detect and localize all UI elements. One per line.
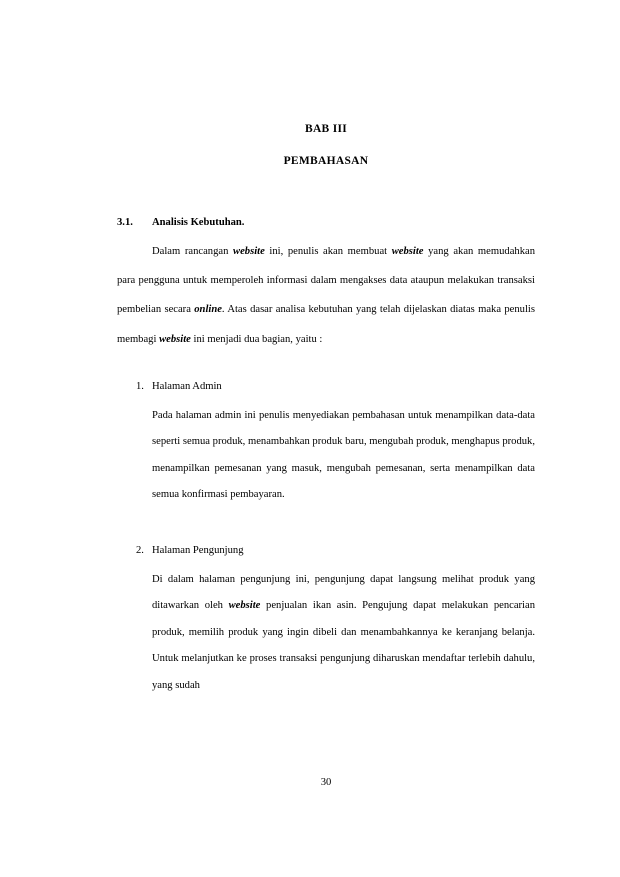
intro-emphasis: website (159, 333, 191, 345)
list-item-text: Di dalam halaman pengunjung ini, pengunjung dapat langsung melihat produk yang ditawarkan oleh (152, 574, 535, 612)
intro-emphasis: website (233, 246, 265, 257)
intro-paragraph (117, 237, 535, 354)
list-item-body (152, 567, 535, 699)
list-item-emphasis: website (228, 600, 261, 612)
intro-emphasis: website (391, 246, 424, 257)
list-item-number: 1. (136, 381, 144, 392)
page-number: 30 (320, 777, 332, 788)
list-item-title: Halaman Pengunjung (152, 545, 244, 556)
intro-text: . Atas dasar analisa kebutuhan yang telah dijelaskan diatas maka penulis membagi (117, 304, 535, 345)
chapter-title: PEMBAHASAN (283, 155, 369, 167)
list-item-title: Halaman Admin (152, 381, 222, 392)
intro-text: ini menjadi dua bagian, yaitu : (190, 333, 323, 345)
intro-text: yang akan memudahkan para pengguna untuk memperoleh informasi dalam mengakses data ataupun melakukan transaksi pembelian secara (117, 246, 536, 316)
section-title: Analisis Kebutuhan. (152, 217, 245, 228)
list-item-text: penjualan ikan asin. Pengujung dapat melakukan pencarian produk, memilih produk yang ingin dibeli dan menambahkannya ke keranjang belanja. Untuk melanjutkan ke proses transaksi pengunjung diharuskan mendaftar terlebih dahulu, yang sudah (152, 600, 535, 691)
section-number: 3.1. (117, 217, 133, 228)
list-item-number: 2. (136, 545, 144, 556)
chapter-heading: BAB III (304, 123, 348, 135)
intro-text: Dalam rancangan (152, 246, 233, 257)
list-item-body: Pada halaman admin ini penulis menyediakan pembahasan untuk menampilkan data-data seperti semua produk, menambahkan produk baru, mengubah produk, menghapus produk, menampilkan pemesanan yang masuk, mengubah pemesanan, serta menampilkan data semua konfirmasi pembayaran. (152, 410, 535, 501)
intro-text: ini, penulis akan membuat (264, 246, 392, 257)
intro-emphasis: online (194, 304, 222, 316)
